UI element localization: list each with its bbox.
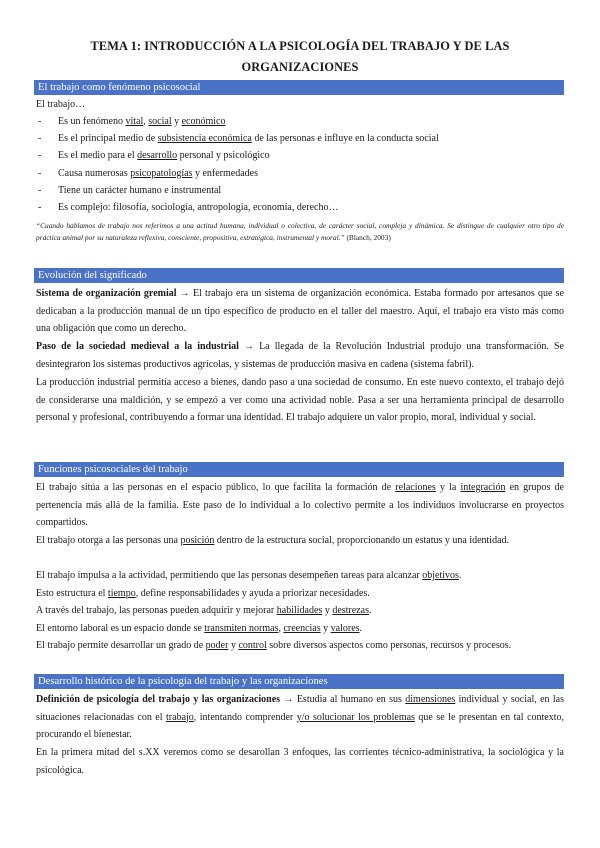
section-heading-funciones: Funciones psicosociales del trabajo (34, 462, 564, 477)
section2-paragraph-consumo: La producción industrial permitía acceso a bienes, dando paso a una sociedad de consumo. En este nuevo contexto, el trabajo dejó de considerarse una maldición, y se empezó a ver como una actividad noble. Pasa a ser una herramienta principal de desarrollo personal y profesional, contribuyendo a formar una identidad. El trabajo adquiere un valor propio, moral, individual y social. (36, 377, 564, 423)
bullet-item: - Es el medio para el desarrollo personal y psicológico (38, 150, 270, 162)
document-title: TEMA 1: INTRODUCCIÓN A LA PSICOLOGÍA DEL TRABAJO Y DE LAS ORGANIZACIONES (90, 39, 510, 74)
section1-intro: El trabajo… (36, 99, 86, 110)
section-heading-desarrollo-historico: Desarrollo histórico de la psicología del trabajo y las organizaciones (34, 674, 564, 689)
section-heading-evolucion: Evolución del significado (34, 268, 564, 283)
section3-paragraph-habilidades: A través del trabajo, las personas pueden adquirir y mejorar habilidades y destrezas. (36, 605, 372, 616)
bullet-item: - Es complejo: filosofía, sociología, antropología, economía, derecho… (38, 202, 339, 214)
bullet-item: - Tiene un carácter humano e instrumental (38, 184, 222, 196)
section3-paragraph-relaciones: El trabajo sitúa a las personas en el espacio público, lo que facilita la formación de relaciones y la integración en grupos de pertenencia más allá de la familia. Este paso de lo individual a lo colectivo permite a los individuos involucrarse en proyectos compartidos. (36, 482, 564, 528)
section4-paragraph-definicion: Definición de psicología del trabajo y las organizaciones → Estudia al humano en sus dimensiones individual y social, en las situaciones relacionadas con el trabajo, intentando comprender y/o solucionar los problemas que se le presentan en tal contexto, procurando el bienestar. (36, 694, 565, 740)
section-heading-fenomeno: El trabajo como fenómeno psicosocial (34, 80, 564, 95)
section3-paragraph-objetivos: El trabajo impulsa a la actividad, permitiendo que las personas desempeñen tareas para alcanzar objetivos. (36, 570, 462, 581)
bullet-item: - Es el principal medio de subsistencia económica de las personas e influye en la conducta social (38, 133, 439, 145)
section3-paragraph-tiempo: Esto estructura el tiempo, define responsabilidades y ayuda a priorizar necesidades. (36, 588, 370, 599)
quote-author: (Blanch, 2003) (346, 232, 391, 242)
section2-paragraph-industrial: Paso de la sociedad medieval a la industrial → La llegada de la Revolución Industrial produjo una transformación. Se desintegraron los sistemas productivos agrícolas, y sistemas de producción masiva en cadena (sistema fabril). (36, 341, 564, 370)
section2-paragraph-gremial: Sistema de organización gremial → El trabajo era un sistema de organización económica. Estaba formado por artesanos que se dedicaban a la producción manual de un tipo específico de producto en el taller del maestro. Aquí, el trabajo era visto más como una obligación que como un derecho. (36, 288, 565, 334)
section4-paragraph-enfoques: En la primera mitad del s.XX veremos como se desarollan 3 enfoques, las corrientes técnico-administrativa, la sociológica y la psicológica. (36, 747, 564, 776)
bullet-item: - Es un fenómeno vital, social y económico (38, 116, 226, 127)
bullet-item: - Causa numerosas psicopatologías y enfermedades (38, 167, 258, 179)
section3-paragraph-normas: El entorno laboral es un espacio donde se transmiten normas, creencias y valores. (36, 623, 363, 634)
section1-bullet-list (36, 113, 556, 216)
section1-quote: “Cuando hablamos de trabajo nos referimos a una actitud humana, individual o colectiva, de carácter social, compleja y dinámica. Se distingue de cualquier otro tipo de práctica animal por su naturaleza reflexiva, consciente, propositiva, estratégica, instrumental y moral.” (Blanch, 2003) (36, 221, 564, 242)
section3-paragraph-posicion: El trabajo otorga a las personas una posición dentro de la estructura social, proporcionando un estatus y una identidad. (36, 535, 510, 546)
section3-paragraph-poder: El trabajo permite desarrollar un grado de poder y control sobre diversos aspectos como personas, recursos y procesos. (36, 640, 512, 651)
